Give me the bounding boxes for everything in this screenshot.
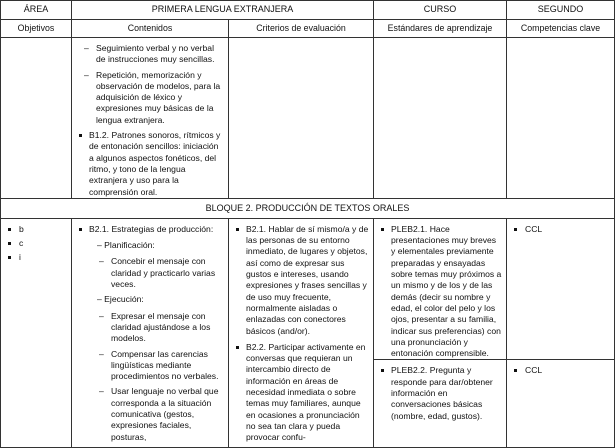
estandares-list (378, 224, 502, 360)
list-item: – Concebir el mensaje con claridad y practicarlo varias veces. (93, 256, 224, 290)
estandares-cell (374, 218, 507, 360)
list-item (76, 224, 224, 443)
estandares-cell (374, 38, 507, 199)
area-label: ÁREA (1, 1, 72, 20)
planificacion-heading: – Planificación: (97, 240, 155, 251)
column-header-estandares: Estándares de aprendizaje (374, 20, 507, 38)
strategy-heading: B2.1. Estrategias de producción: (89, 223, 214, 234)
planificacion-label: Planificación: (104, 240, 155, 251)
bullet-list (76, 130, 224, 198)
list-item: PLEB2.1. Hace presentaciones muy breves y elementales previamente preparadas y ensayadas sobre temas muy próximos a un mismo y de los y de las demás (decir su nombre y edad, el color del pelo y los ojos, presentar a su familia, indicar sus preferencias) con una pronunciación y entonación comprensible. (378, 224, 502, 360)
objetivos-cell (1, 218, 72, 447)
list-item: – Repetición, memorización y observación de modelos, para la adquisición de léxico y expresiones muy básicas de la lengua extranjera. (78, 70, 224, 126)
column-header-contenidos: Contenidos (72, 20, 229, 38)
estandares-list (378, 365, 502, 421)
dash-list (78, 43, 224, 126)
competencias-list (511, 365, 610, 376)
list-item: B2.1. Hablar de sí mismo/a y de las personas de su entorno inmediato, de lugares y objetos, así como de expresar sus gustos e intereses, usando expresiones y frases sencillas y de uso muy frecuente, normalmente aisladas o enlazadas con conectores básicos (and/or). (233, 224, 369, 337)
section-row (1, 198, 615, 218)
list-item: – Compensar las carencias lingüísticas mediante procedimientos no verbales. (93, 349, 224, 383)
table-row (1, 218, 615, 360)
list-item: – Expresar el mensaje con claridad ajustándose a los modelos. (93, 311, 224, 345)
objetivos-list (5, 224, 67, 264)
planificacion-list (93, 256, 224, 290)
objetivos-cell (1, 38, 72, 199)
list-item: – Seguimiento verbal y no verbal de instrucciones muy sencillas. (78, 43, 224, 66)
criterios-list (233, 224, 369, 444)
criterios-cell (229, 38, 374, 199)
competencias-cell (507, 360, 615, 447)
criterios-cell (229, 218, 374, 447)
section-title: BLOQUE 2. PRODUCCIÓN DE TEXTOS ORALES (1, 198, 615, 218)
ejecucion-heading: – Ejecución: (97, 294, 144, 305)
column-header-row (1, 20, 615, 38)
competencias-list (511, 224, 610, 235)
contenidos-cell (72, 38, 229, 199)
list-item: B1.2. Patrones sonoros, rítmicos y de entonación sencillos: iniciación a algunos aspectos fonéticos, del ritmo, y tono de la lengua extranjera y uso para la comprensión oral. (76, 130, 224, 198)
list-item: CCL (511, 365, 610, 376)
ejecucion-label: Ejecución: (104, 294, 144, 305)
list-item: b (5, 224, 67, 235)
list-item: i (5, 252, 67, 263)
list-item: PLEB2.2. Pregunta y responde para dar/obtener información en conversaciones básicas (nombre, edad, gustos). (378, 365, 502, 421)
header-row (1, 1, 615, 20)
ejecucion-list (93, 311, 224, 443)
table-row (1, 38, 615, 199)
list-item: c (5, 238, 67, 249)
list-item: CCL (511, 224, 610, 235)
column-header-competencias: Competencias clave (507, 20, 615, 38)
curso-value: SEGUNDO (507, 1, 615, 20)
list-item: B2.2. Participar activamente en conversas que requieran un intercambio directo de información en áreas de necesidad inmediata o sobre temas muy familiares, aunque en ocasiones a pronunciación no sea tan clara y pueda provocar confu- (233, 342, 369, 444)
curso-label: CURSO (374, 1, 507, 20)
area-value: PRIMERA LENGUA EXTRANJERA (72, 1, 374, 20)
column-header-objetivos: Objetivos (1, 20, 72, 38)
contenidos-cell (72, 218, 229, 447)
competencias-cell (507, 38, 615, 199)
estandares-cell (374, 360, 507, 447)
bullet-list (76, 224, 224, 443)
column-header-criterios: Criterios de evaluación (229, 20, 374, 38)
competencias-cell (507, 218, 615, 360)
list-item: – Usar lenguaje no verbal que corresponda a la situación comunicativa (gestos, expresiones faciales, posturas, (93, 386, 224, 442)
